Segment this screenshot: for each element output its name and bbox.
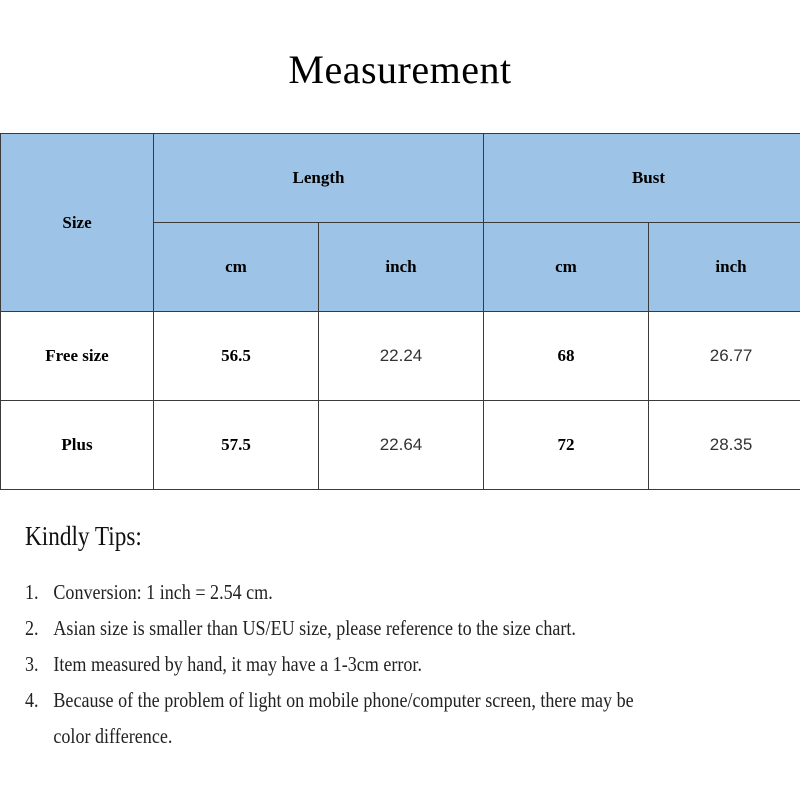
tip-text: Asian size is smaller than US/EU size, please reference to the size chart.: [53, 616, 576, 640]
list-item: [25, 610, 661, 646]
list-item: [25, 574, 661, 610]
bust-inch-cell: 26.77: [649, 312, 800, 401]
size-column-header: Size: [1, 134, 154, 312]
list-item: [25, 682, 661, 718]
page-title: Measurement: [288, 47, 512, 92]
tip-number: 3.: [25, 652, 39, 676]
list-item-continuation: [25, 718, 661, 754]
length-cm-cell: 57.5: [154, 401, 319, 490]
tip-text: Conversion: 1 inch = 2.54 cm.: [53, 580, 273, 604]
length-cm-cell: 56.5: [154, 312, 319, 401]
list-item: [25, 646, 661, 682]
bust-inch-cell: 28.35: [649, 401, 800, 490]
table-row: [1, 312, 800, 401]
tip-number: 1.: [25, 580, 39, 604]
length-group-header: Length: [154, 134, 484, 223]
bust-cm-cell: 68: [484, 312, 649, 401]
tip-text-continuation: color difference.: [53, 724, 173, 748]
table-header-row: [1, 134, 800, 223]
bust-group-header: Bust: [484, 134, 800, 223]
length-inch-cell: 22.24: [319, 312, 484, 401]
bust-inch-header: inch: [649, 223, 800, 312]
length-inch-cell: 22.64: [319, 401, 484, 490]
tip-text: Item measured by hand, it may have a 1-3cm error.: [53, 652, 422, 676]
size-label: Plus: [1, 401, 154, 490]
tip-number: 4.: [25, 688, 39, 712]
tip-text: Because of the problem of light on mobile phone/computer screen, there may be: [53, 688, 634, 712]
bust-cm-cell: 72: [484, 401, 649, 490]
tip-number: 2.: [25, 616, 39, 640]
length-cm-header: cm: [154, 223, 319, 312]
bust-cm-header: cm: [484, 223, 649, 312]
tips-heading: Kindly Tips:: [25, 521, 142, 551]
table-row: [1, 401, 800, 490]
tips-list: [25, 574, 765, 754]
size-label: Free size: [1, 312, 154, 401]
length-inch-header: inch: [319, 223, 484, 312]
size-chart-table: [0, 133, 800, 490]
